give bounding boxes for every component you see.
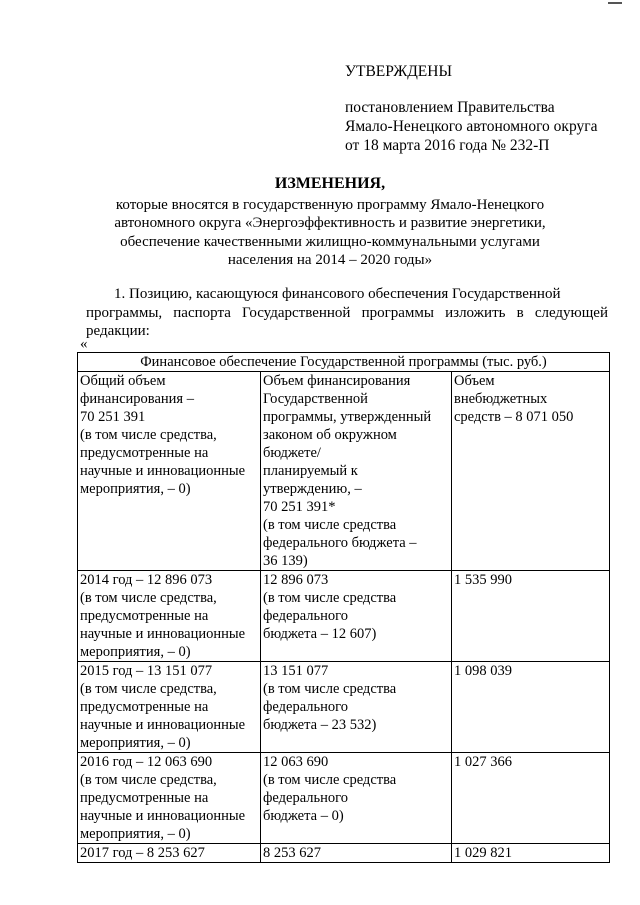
table-cell-c1	[78, 372, 261, 571]
table-cell-c2	[261, 753, 452, 844]
table-row	[78, 662, 610, 753]
title-main: ИЗМЕНЕНИЯ,	[274, 175, 386, 192]
cell-line: 1 027 366	[454, 754, 512, 770]
cell-line: мероприятия, – 0)	[80, 481, 191, 497]
cell-line: программы, утвержденный	[263, 409, 432, 425]
title-line: населения на 2014 – 2020 годы»	[227, 252, 433, 268]
cell-line: бюджета – 23 532)	[263, 717, 377, 733]
cell-line: 2017 год – 8 253 627	[80, 845, 205, 861]
cell-line: 12 063 690	[263, 754, 329, 770]
cell-line: 8 253 627	[263, 845, 321, 861]
cell-line: внебюджетных	[454, 391, 548, 407]
cell-line: 12 896 073	[263, 572, 329, 588]
approval-line: от 18 марта 2016 года № 232-П	[345, 137, 550, 154]
cell-line: научные и инновационные	[80, 463, 246, 479]
table-cell-c3	[452, 571, 610, 662]
intro-paragraph	[86, 285, 608, 341]
table-cell-c3	[452, 753, 610, 844]
cell-line: средств – 8 071 050	[454, 409, 574, 425]
cell-line: 1 098 039	[454, 663, 512, 679]
table-cell-c3	[452, 372, 610, 571]
approval-line: Ямало-Ненецкого автономного округа	[345, 118, 598, 135]
table-row	[78, 571, 610, 662]
financing-table	[77, 352, 610, 863]
cell-line: финансирования –	[80, 391, 194, 407]
table-cell-c2	[261, 662, 452, 753]
cell-line: 1 535 990	[454, 572, 512, 588]
table-cell-c1	[78, 844, 261, 863]
intro-first-line: 1. Позицию, касающуюся финансового обеспечения Государственной	[114, 286, 561, 302]
table-header: Финансовое обеспечение Государственной программы (тыс. руб.)	[78, 353, 610, 372]
table-cell-c1	[78, 753, 261, 844]
cell-line: законом об окружном	[263, 427, 397, 443]
cell-line: предусмотренные на	[80, 790, 209, 806]
table-cell-c1	[78, 571, 261, 662]
approval-line: постановлением Правительства	[345, 99, 555, 116]
cell-line: (в том числе средства	[263, 681, 397, 697]
cell-line: бюджета – 0)	[263, 808, 344, 824]
cell-line: 2016 год – 12 063 690	[80, 754, 213, 770]
cell-line: (в том числе средства,	[80, 427, 217, 443]
table-row	[78, 844, 610, 863]
approval-heading: УТВЕРЖДЕНЫ	[345, 63, 452, 80]
cell-line: 2015 год – 13 151 077	[80, 663, 213, 679]
table-row	[78, 753, 610, 844]
cell-line: федерального	[263, 699, 348, 715]
cell-line: федерального	[263, 790, 348, 806]
intro-rest: программы, паспорта Государственной программы изложить в следующей редакции:	[86, 304, 608, 339]
cell-line: федерального бюджета –	[263, 535, 417, 551]
cell-line: (в том числе средства,	[80, 772, 217, 788]
title-line: автономного округа «Энергоэффективность и развитие энергетики,	[114, 215, 546, 231]
cell-line: Общий объем	[80, 373, 166, 389]
table-cell-c3	[452, 844, 610, 863]
table-cell-c2	[261, 571, 452, 662]
cell-line: (в том числе средства	[263, 772, 397, 788]
approval-block	[345, 62, 597, 155]
cell-line: Объем	[454, 373, 495, 389]
cell-line: (в том числе средства	[263, 517, 397, 533]
table-cell-c1	[78, 662, 261, 753]
cell-line: (в том числе средства,	[80, 590, 217, 606]
cell-line: (в том числе средства,	[80, 681, 217, 697]
cell-line: 70 251 391	[80, 409, 146, 425]
cell-line: мероприятия, – 0)	[80, 735, 191, 751]
cell-line: мероприятия, – 0)	[80, 826, 191, 842]
table-cell-c3	[452, 662, 610, 753]
cell-line: научные и инновационные	[80, 717, 246, 733]
cell-line: Государственной	[263, 391, 368, 407]
cell-line: Объем финансирования	[263, 373, 411, 389]
cell-line: 36 139)	[263, 553, 308, 569]
table-cell-c2	[261, 372, 452, 571]
title-line: которые вносятся в государственную программу Ямало-Ненецкого	[115, 196, 545, 213]
cell-line: бюджете/	[263, 445, 321, 461]
opening-quote: «	[80, 336, 88, 352]
cell-line: 70 251 391*	[263, 499, 336, 515]
document-title	[70, 175, 590, 270]
cell-line: предусмотренные на	[80, 445, 209, 461]
cell-line: научные и инновационные	[80, 808, 246, 824]
cell-line: утверждению, –	[263, 481, 362, 497]
cell-line: предусмотренные на	[80, 699, 209, 715]
cell-line: предусмотренные на	[80, 608, 209, 624]
cell-line: 1 029 821	[454, 845, 512, 861]
table-cell-c2	[261, 844, 452, 863]
cell-line: бюджета – 12 607)	[263, 626, 377, 642]
cell-line: планируемый к	[263, 463, 358, 479]
cell-line: научные и инновационные	[80, 626, 246, 642]
title-line: обеспечение качественными жилищно-коммунальными услугами	[120, 233, 540, 250]
cell-line: 13 151 077	[263, 663, 329, 679]
cell-line: федерального	[263, 608, 348, 624]
scan-mark	[608, 2, 622, 4]
cell-line: (в том числе средства	[263, 590, 397, 606]
cell-line: мероприятия, – 0)	[80, 644, 191, 660]
table-row	[78, 372, 610, 571]
cell-line: 2014 год – 12 896 073	[80, 572, 213, 588]
